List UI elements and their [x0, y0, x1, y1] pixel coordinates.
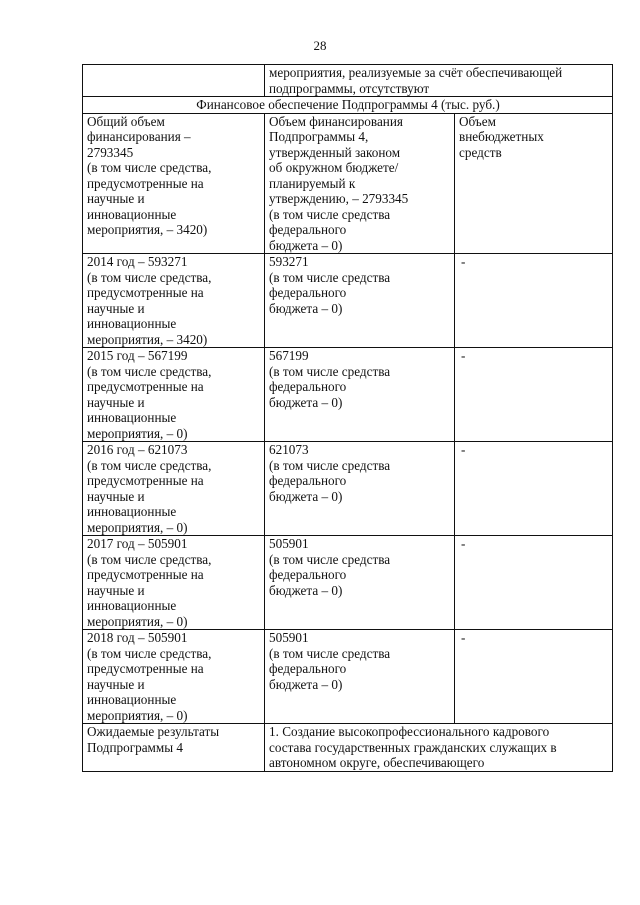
- table-row: [83, 442, 613, 536]
- table-row: [83, 348, 613, 442]
- year-budget-cell: 505901 (в том числе средства федерального бюджета – 0): [265, 630, 455, 724]
- year-total-cell: 2014 год – 593271 (в том числе средства, предусмотренные на научные и инновационные мероприятия, – 3420): [83, 254, 265, 348]
- table-row: [83, 97, 613, 114]
- year-budget-cell: 621073 (в том числе средства федерального бюджета – 0): [265, 442, 455, 536]
- results-text-cell: 1. Создание высокопрофессионального кадрового состава государственных гражданских служащих в автономном округе, обеспечивающего: [265, 724, 613, 772]
- page-number: 28: [313, 38, 327, 53]
- year-extrabudgetary-cell: -: [455, 536, 613, 630]
- year-total-cell: 2015 год – 567199 (в том числе средства, предусмотренные на научные и инновационные мероприятия, – 0): [83, 348, 265, 442]
- table-row: [83, 65, 613, 97]
- table-row: [83, 630, 613, 724]
- empty-cell: [83, 65, 265, 97]
- year-budget-cell: 567199 (в том числе средства федерального бюджета – 0): [265, 348, 455, 442]
- year-total-cell: 2018 год – 505901 (в том числе средства, предусмотренные на научные и инновационные мероприятия, – 0): [83, 630, 265, 724]
- year-extrabudgetary-cell: -: [455, 630, 613, 724]
- extrabudgetary-cell: Объем внебюджетных средств: [455, 113, 613, 254]
- year-total-cell: 2017 год – 505901 (в том числе средства, предусмотренные на научные и инновационные мероприятия, – 0): [83, 536, 265, 630]
- results-label-cell: Ожидаемые результаты Подпрограммы 4: [83, 724, 265, 772]
- table-row: [83, 724, 613, 772]
- year-budget-cell: 593271 (в том числе средства федерального бюджета – 0): [265, 254, 455, 348]
- table-row: [83, 113, 613, 254]
- section-header: Финансовое обеспечение Подпрограммы 4 (тыс. руб.): [83, 97, 613, 114]
- table-row: [83, 254, 613, 348]
- year-extrabudgetary-cell: -: [455, 442, 613, 536]
- year-budget-cell: 505901 (в том числе средства федерального бюджета – 0): [265, 536, 455, 630]
- year-extrabudgetary-cell: -: [455, 254, 613, 348]
- budget-financing-cell: Объем финансирования Подпрограммы 4, утвержденный законом об окружном бюджете/ планируемый к утверждению, – 2793345 (в том числе средства федерального бюджета – 0): [265, 113, 455, 254]
- total-financing-cell: Общий объем финансирования – 2793345 (в том числе средства, предусмотренные на научные и инновационные мероприятия, – 3420): [83, 113, 265, 254]
- year-extrabudgetary-cell: -: [455, 348, 613, 442]
- table-cell: мероприятия, реализуемые за счёт обеспечивающей подпрограммы, отсутствуют: [265, 65, 613, 97]
- year-total-cell: 2016 год – 621073 (в том числе средства, предусмотренные на научные и инновационные мероприятия, – 0): [83, 442, 265, 536]
- financing-table: [82, 64, 613, 772]
- table-row: [83, 536, 613, 630]
